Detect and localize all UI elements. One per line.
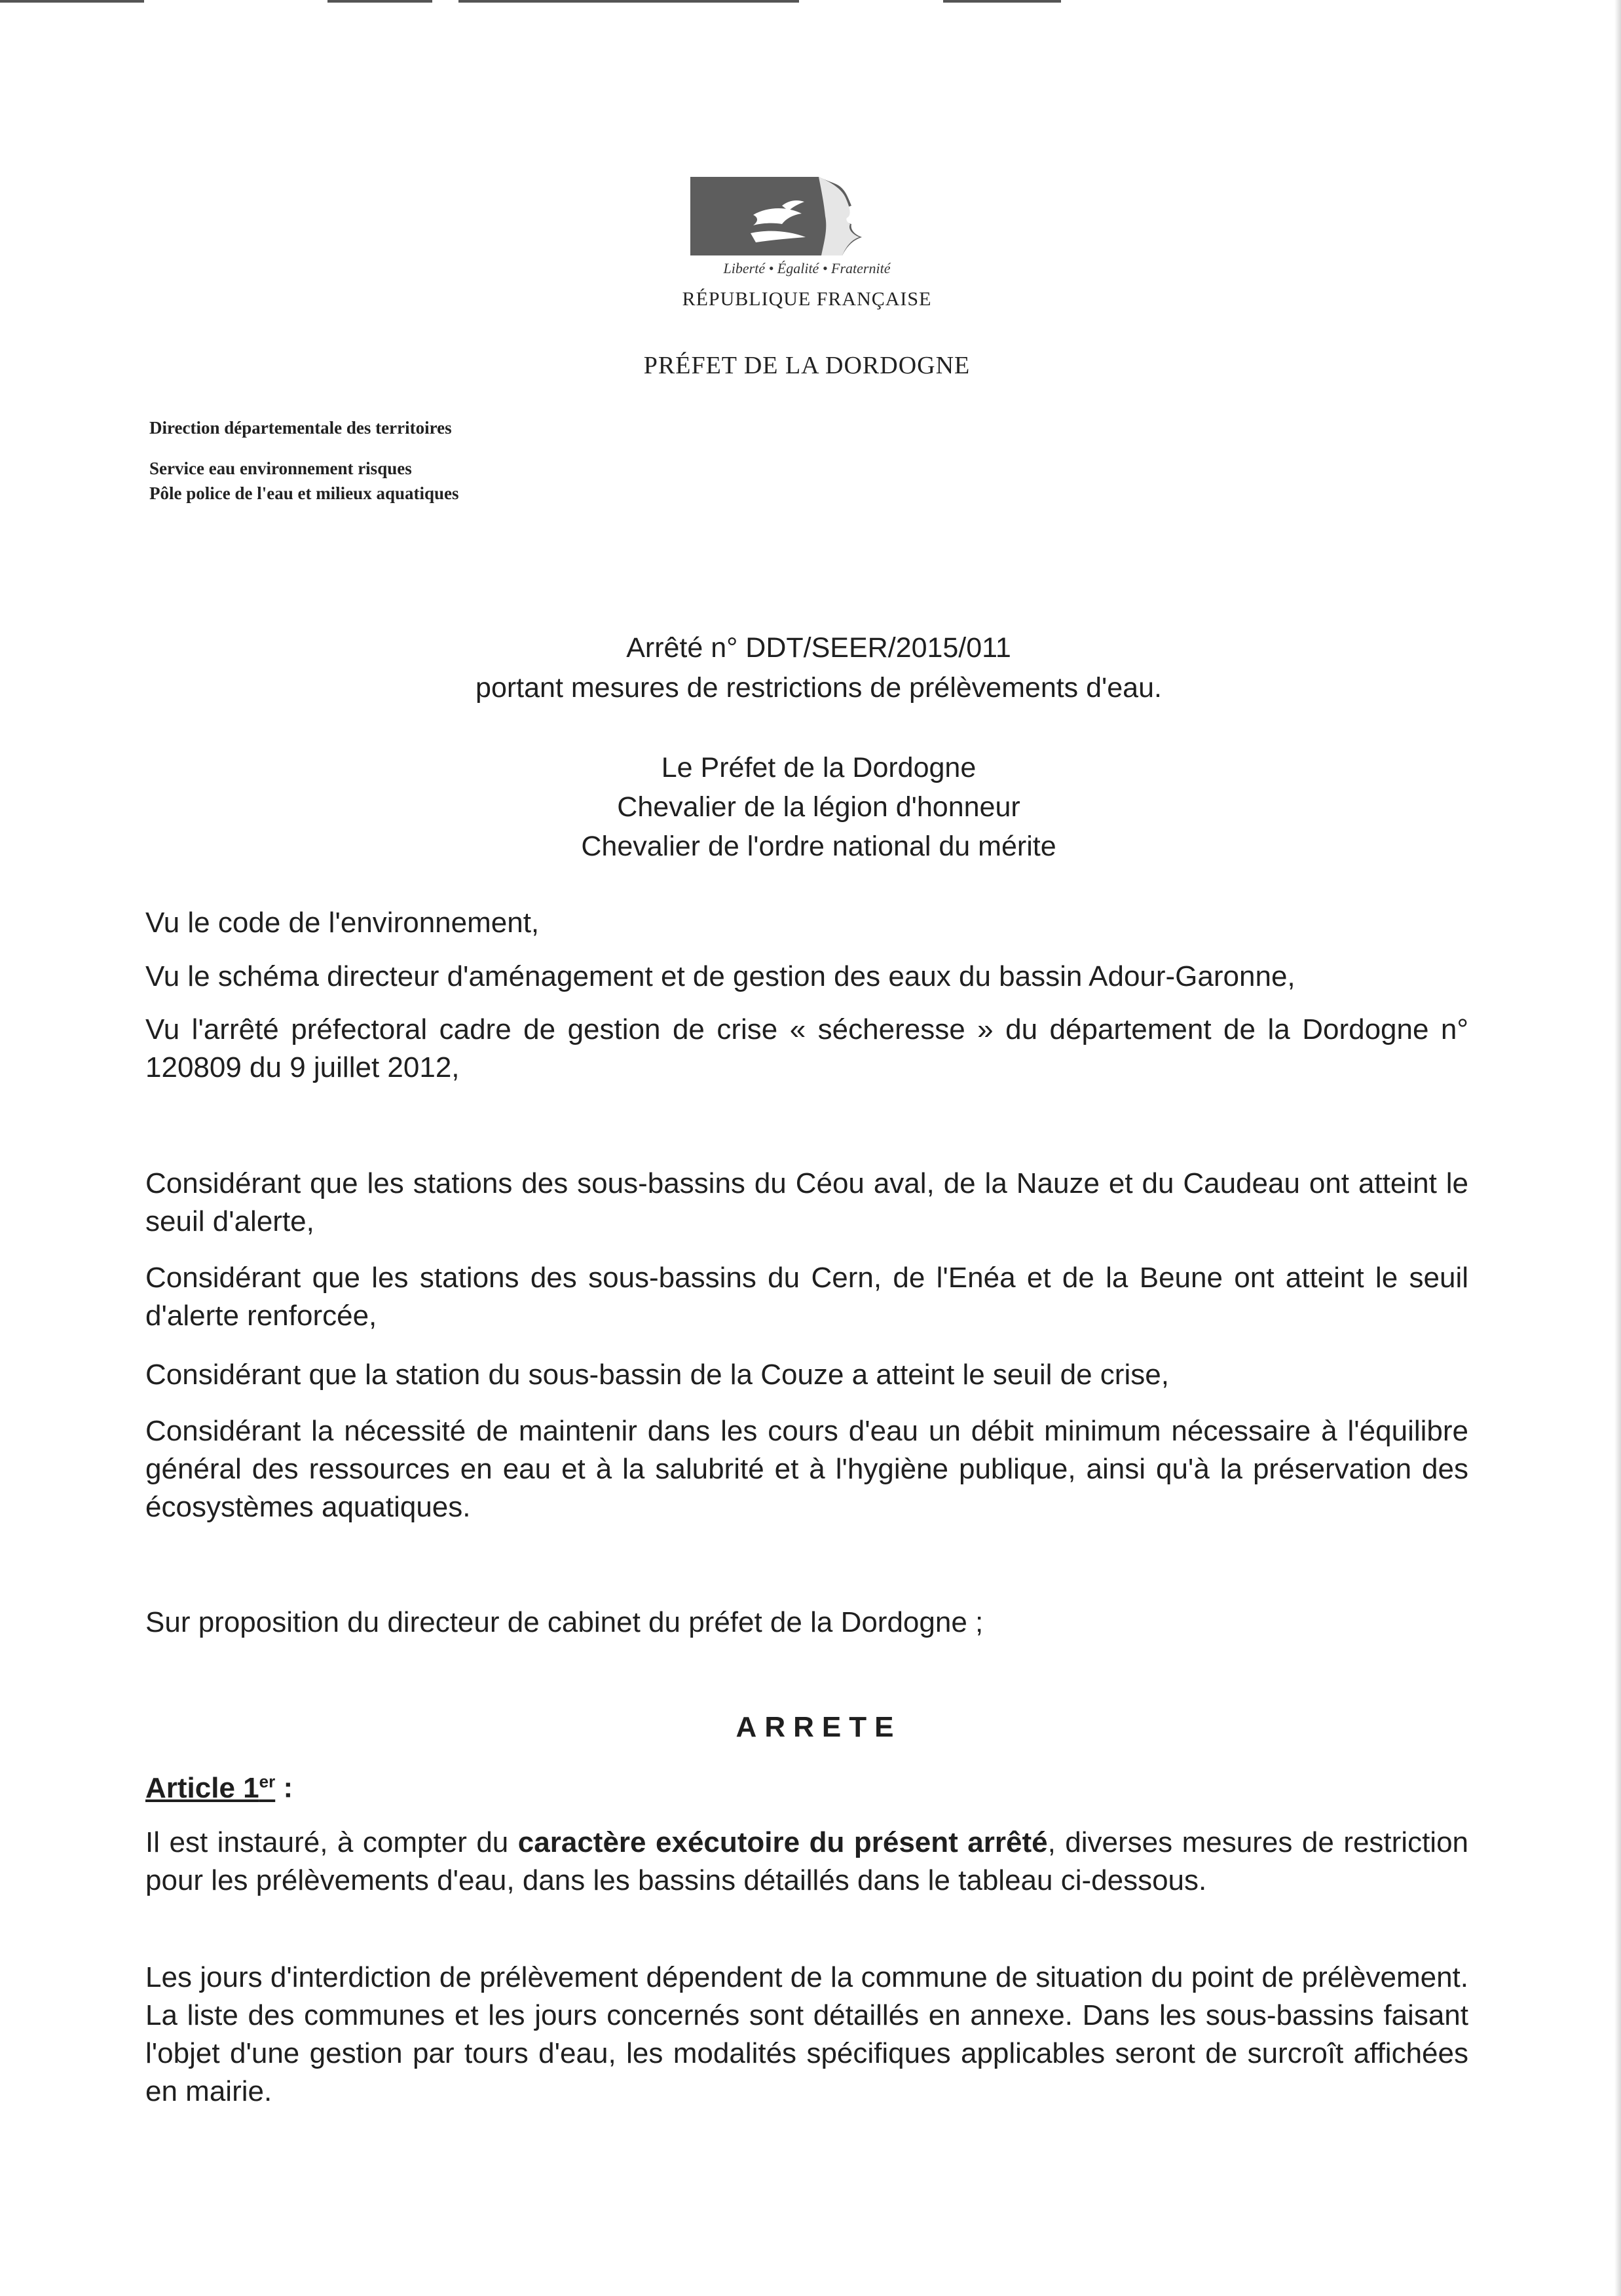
- marianne-logo: [690, 177, 923, 255]
- scan-mark: [327, 0, 432, 3]
- considerant-paragraph: Considérant que les stations des sous-bassins du Cern, de l'Enéa et de la Beune ont atteint le seuil d'alerte renforcée,: [145, 1262, 1468, 1332]
- arrete-heading: ARRETE: [736, 1711, 902, 1743]
- republic-motto: Liberté • Égalité • Fraternité: [723, 260, 891, 276]
- considerant-paragraph: Considérant que la station du sous-bassin de la Couze a atteint le seuil de crise,: [145, 1359, 1169, 1391]
- article-1-paragraph-2: Les jours d'interdiction de prélèvement dépendent de la commune de situation du point de prélèvement. La liste des communes et les jours concernés sont détaillés en annexe. Dans les sous-bassins faisant l'objet d'une gestion par tours d'eau, les modalités spécifiques applicables seront de surcroît affichées en mairie.: [145, 1961, 1468, 2107]
- proposition-paragraph: Sur proposition du directeur de cabinet du préfet de la Dordogne ;: [145, 1606, 984, 1638]
- scan-mark: [0, 0, 144, 3]
- vu-paragraph: Vu le code de l'environnement,: [145, 907, 540, 939]
- scan-edge: [1614, 0, 1621, 2296]
- considerant-paragraph: Considérant la nécessité de maintenir dans les cours d'eau un débit minimum nécessaire à l'équilibre général des ressources en eau et à la salubrité et à l'hygiène publique, ainsi qu'à la préservation des écosystèmes aquatiques.: [145, 1415, 1468, 1523]
- vu-paragraph: Vu l'arrêté préfectoral cadre de gestion de crise « sécheresse » du département de la Dordogne n° 120809 du 9 juillet 2012,: [145, 1013, 1468, 1083]
- honor-legion: Chevalier de la légion d'honneur: [617, 791, 1020, 823]
- article-1-heading-sup: er: [259, 1771, 276, 1791]
- prefet-title: Le Préfet de la Dordogne: [661, 752, 977, 783]
- prefet-header: PRÉFET DE LA DORDOGNE: [643, 352, 971, 379]
- arrete-subject: portant mesures de restrictions de prélèvements d'eau.: [475, 672, 1162, 704]
- honor-merite: Chevalier de l'ordre national du mérite: [581, 831, 1056, 862]
- article-1-heading: [145, 1771, 293, 1805]
- pole-label: Pôle police de l'eau et milieux aquatiques: [149, 483, 459, 503]
- article-1-heading-text: Article 1: [145, 1771, 259, 1804]
- scan-mark: [943, 0, 1061, 3]
- article-1-paragraph-1: [145, 1824, 1468, 1900]
- republique-francaise-label: RÉPUBLIQUE FRANÇAISE: [682, 288, 932, 310]
- article-1-p1-after: , diverses mesures de restriction pour les prélèvements d'eau, dans les bassins détaillés dans le tableau ci-dessous.: [145, 1826, 1469, 1896]
- direction-label: Direction départementale des territoires: [149, 418, 452, 438]
- article-1-heading-suffix: :: [275, 1771, 293, 1804]
- article-1-p1-bold: caractère exécutoire du présent arrêté: [517, 1826, 1048, 1858]
- considerant-paragraph: Considérant que les stations des sous-bassins du Céou aval, de la Nauze et du Caudeau ont atteint le seuil d'alerte,: [145, 1167, 1468, 1237]
- service-label: Service eau environnement risques: [149, 459, 412, 478]
- scan-mark: [458, 0, 799, 3]
- vu-paragraph: Vu le schéma directeur d'aménagement et de gestion des eaux du bassin Adour-Garonne,: [145, 960, 1295, 992]
- article-1-p1-before: Il est instauré, à compter du: [145, 1826, 518, 1858]
- arrete-number: Arrêté n° DDT/SEER/2015/011: [626, 632, 1011, 664]
